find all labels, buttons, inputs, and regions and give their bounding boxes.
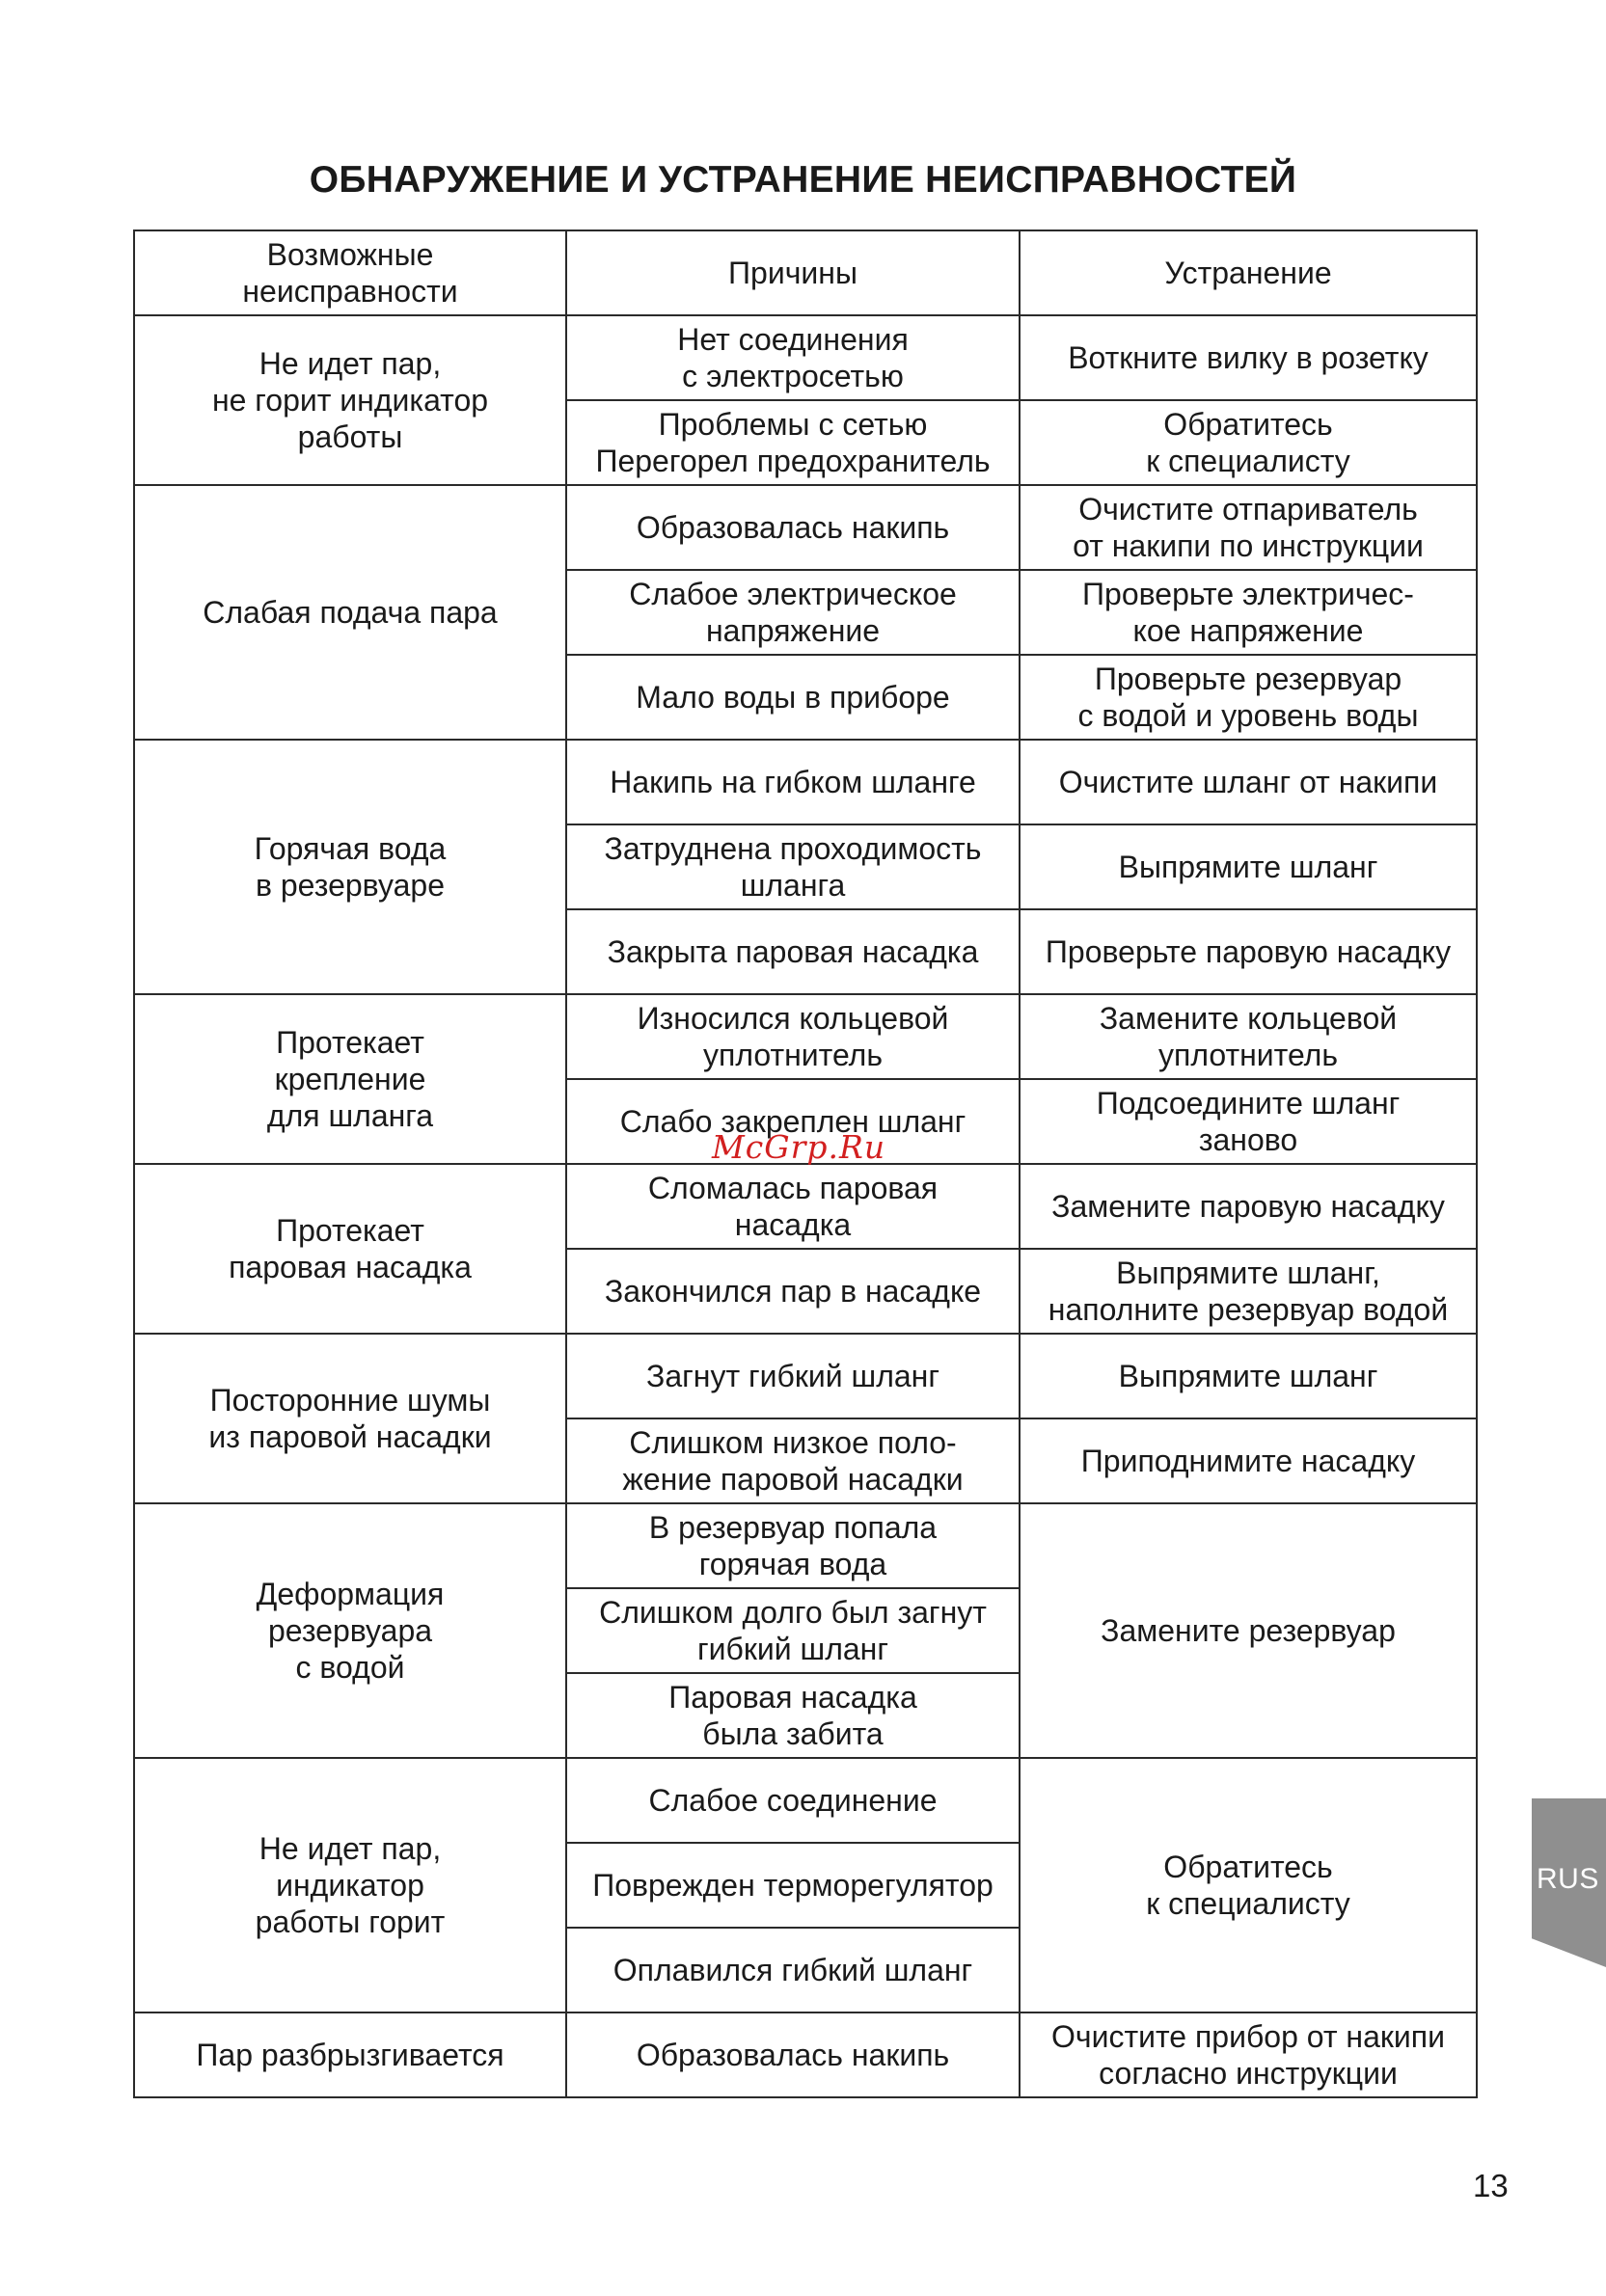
table-row <box>134 2012 1477 2097</box>
problem-cell: Деформация резервуара с водой <box>134 1503 566 1758</box>
cause-cell: Износился кольцевой уплотнитель <box>566 994 1020 1079</box>
cause-cell: Слабое соединение <box>566 1758 1020 1843</box>
table-row <box>134 740 1477 824</box>
table-row <box>134 994 1477 1079</box>
cause-cell: Паровая насадка была забита <box>566 1673 1020 1758</box>
cause-cell: Слишком низкое поло- жение паровой насадки <box>566 1418 1020 1503</box>
remedy-cell: Замените резервуар <box>1020 1503 1477 1758</box>
page-title: ОБНАРУЖЕНИЕ И УСТРАНЕНИЕ НЕИСПРАВНОСТЕЙ <box>309 159 1297 201</box>
cause-cell: Поврежден терморегулятор <box>566 1843 1020 1928</box>
cause-cell: Мало воды в приборе <box>566 655 1020 740</box>
remedy-cell: Очистите отпариватель от накипи по инструкции <box>1020 485 1477 570</box>
cause-cell: Слабое электрическое напряжение <box>566 570 1020 655</box>
header-cell-causes: Причины <box>566 230 1020 315</box>
remedy-cell: Обратитесь к специалисту <box>1020 1758 1477 2012</box>
header-cell-problems: Возможные неисправности <box>134 230 566 315</box>
remedy-cell: Выпрямите шланг <box>1020 1334 1477 1418</box>
header-row <box>134 230 1477 315</box>
cause-cell: Слишком долго был загнут гибкий шланг <box>566 1588 1020 1673</box>
language-tab-label: RUS <box>1537 1863 1599 1895</box>
table-row <box>134 1758 1477 1843</box>
table-row <box>134 485 1477 570</box>
remedy-cell: Выпрямите шланг, наполните резервуар водой <box>1020 1249 1477 1334</box>
cause-cell: Оплавился гибкий шланг <box>566 1928 1020 2012</box>
remedy-cell: Приподнимите насадку <box>1020 1418 1477 1503</box>
table-row <box>134 1164 1477 1249</box>
table-row <box>134 1503 1477 1588</box>
header-cell-remedies: Устранение <box>1020 230 1477 315</box>
problem-cell: Не идет пар, не горит индикатор работы <box>134 315 566 485</box>
problem-cell: Горячая вода в резервуаре <box>134 740 566 994</box>
problem-cell: Протекает крепление для шланга <box>134 994 566 1164</box>
problem-cell: Не идет пар, индикатор работы горит <box>134 1758 566 2012</box>
remedy-cell: Проверьте паровую насадку <box>1020 909 1477 994</box>
remedy-cell: Обратитесь к специалисту <box>1020 400 1477 485</box>
cause-cell: Закрыта паровая насадка <box>566 909 1020 994</box>
cause-cell: Нет соединения с электросетью <box>566 315 1020 400</box>
remedy-cell: Подсоедините шланг заново <box>1020 1079 1477 1164</box>
remedy-cell: Замените паровую насадку <box>1020 1164 1477 1249</box>
cause-cell: Слабо закреплен шланг <box>566 1079 1020 1164</box>
remedy-cell: Очистите прибор от накипи согласно инструкции <box>1020 2012 1477 2097</box>
remedy-cell: Замените кольцевой уплотнитель <box>1020 994 1477 1079</box>
cause-cell: Образовалась накипь <box>566 2012 1020 2097</box>
cause-cell: Загнут гибкий шланг <box>566 1334 1020 1418</box>
cause-cell: Затруднена проходимость шланга <box>566 824 1020 909</box>
cause-cell: Накипь на гибком шланге <box>566 740 1020 824</box>
cause-cell: Сломалась паровая насадка <box>566 1164 1020 1249</box>
remedy-cell: Очистите шланг от накипи <box>1020 740 1477 824</box>
table-row <box>134 1334 1477 1418</box>
problem-cell: Пар разбрызгивается <box>134 2012 566 2097</box>
cause-cell: Закончился пар в насадке <box>566 1249 1020 1334</box>
watermark: McGrp.Ru <box>712 1128 886 1166</box>
remedy-cell: Проверьте электричес- кое напряжение <box>1020 570 1477 655</box>
cause-cell: Образовалась накипь <box>566 485 1020 570</box>
remedy-cell: Выпрямите шланг <box>1020 824 1477 909</box>
remedy-cell: Проверьте резервуар с водой и уровень воды <box>1020 655 1477 740</box>
problem-cell: Протекает паровая насадка <box>134 1164 566 1334</box>
page-number: 13 <box>1473 2168 1509 2203</box>
cause-cell: Проблемы с сетью Перегорел предохранитель <box>566 400 1020 485</box>
cause-cell: В резервуар попала горячая вода <box>566 1503 1020 1588</box>
problem-cell: Слабая подача пара <box>134 485 566 740</box>
remedy-cell: Воткните вилку в розетку <box>1020 315 1477 400</box>
table-row <box>134 315 1477 400</box>
problem-cell: Посторонние шумы из паровой насадки <box>134 1334 566 1503</box>
